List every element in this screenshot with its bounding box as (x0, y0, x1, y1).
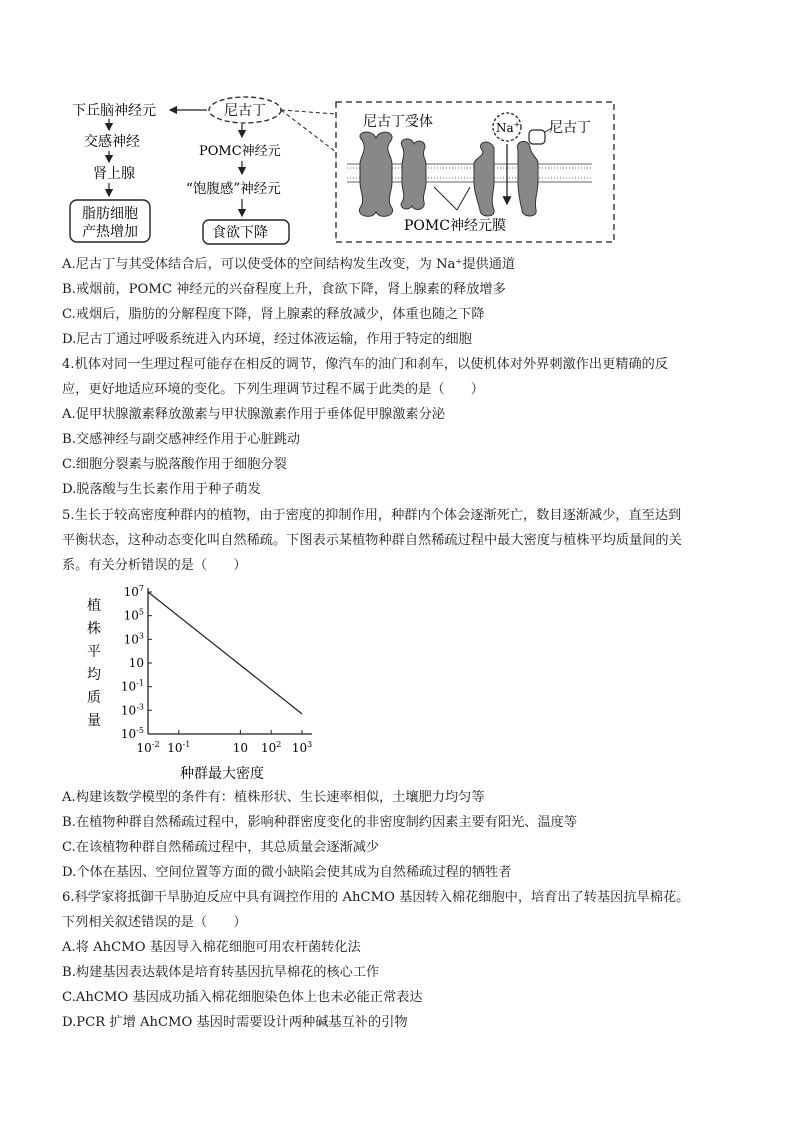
sodium-label: Na+ (496, 120, 521, 135)
nicotine-label-2: 尼古丁 (549, 120, 591, 136)
q3-option-c: C.戒烟后，脂肪的分解程度下降，肾上腺素的释放减少，体重也随之下降 (62, 307, 485, 322)
density-mass-chart (80, 582, 320, 787)
q5-option-a: A.构建该数学模型的条件有：植株形状、生长速率相似，土壤肥力均匀等 (62, 790, 485, 805)
nicotine-molecule (529, 130, 545, 144)
x-axis-title: 种群最大密度 (180, 766, 264, 782)
x-tick-label: $10^2$ (261, 740, 282, 755)
satiety-neuron-label: “饱腹感”神经元 (186, 181, 281, 197)
y-tick-label: $10^{-1}$ (120, 678, 144, 694)
q5-stem-line1: 5.生长于较高密度种群内的植物，由于密度的抑制作用，种群内个体会逐渐死亡，数目逐渐减少，直至达到 (62, 508, 682, 523)
y-tick-label: $10^5$ (123, 607, 144, 623)
pomc-membrane-label: POMC神经元膜 (404, 218, 506, 234)
appetite-decrease-label: 食欲下降 (212, 225, 268, 241)
q4-option-d: D.脱落酸与生长素作用于种子萌发 (62, 482, 261, 497)
q3-option-b: B.戒烟前，POMC 神经元的兴奋程度上升，食欲下降，肾上腺素的释放增多 (62, 282, 506, 297)
q4-option-a: A.促甲状腺激素释放激素与甲状腺激素作用于垂体促甲腺激素分泌 (62, 407, 445, 422)
q5-option-c: C.在该植物种群自然稀疏过程中，其总质量会逐渐减少 (62, 840, 380, 855)
receptor-open-left (474, 142, 494, 216)
q6-stem-line2: 下列相关叙述错误的是（ ） (62, 915, 247, 930)
q4-option-b: B.交感神经与副交感神经作用于心脏跳动 (62, 432, 301, 447)
q5-option-d: D.个体在基因、空间位置等方面的微小缺陷会使其成为自然稀疏过程的牺牲者 (62, 865, 512, 880)
q4-stem-line2: 应，更好地适应环境的变化。下列生理调节过程不属于此类的是（ ） (62, 382, 484, 397)
receptor-label: 尼古丁受体 (363, 114, 433, 130)
sympathetic-nerve-label: 交感神经 (84, 134, 140, 150)
hypothalamus-neuron-label: 下丘脑神经元 (72, 103, 156, 119)
y-axis-title: 植株平均质量 (87, 598, 101, 729)
heat-increase-label: 产热增加 (82, 224, 138, 240)
x-tick-label: 10 (232, 741, 249, 755)
q6-option-b: B.构建基因表达载体是培育转基因抗旱棉花的核心工作 (62, 965, 380, 980)
x-tick-label: $10^{-1}$ (167, 740, 191, 755)
nicotine-label: 尼古丁 (224, 103, 266, 119)
q5-stem-line3: 系。有关分析错误的是（ ） (62, 558, 247, 573)
x-tick-label: $10^{-2}$ (136, 740, 160, 755)
receptor-open-right (517, 141, 538, 216)
y-tick-label: $10^{-3}$ (120, 702, 144, 718)
adrenal-gland-label: 肾上腺 (93, 166, 135, 182)
q6-stem-line1: 6.科学家将抵御干旱胁迫反应中具有调控作用的 AhCMO 基因转入棉花细胞中，培育出了转基因抗旱棉花。 (62, 890, 690, 905)
receptor-closed (359, 132, 392, 216)
y-tick-label: $10^7$ (123, 584, 144, 599)
q4-option-c: C.细胞分裂素与脱落酸作用于细胞分裂 (62, 457, 287, 472)
q3-option-d: D.尼古丁通过呼吸系统进入内环境，经过体液运输，作用于特定的细胞 (62, 332, 472, 347)
y-tick-label: 10 (128, 656, 144, 670)
y-tick-label: $10^3$ (123, 631, 144, 647)
q5-option-b: B.在植物种群自然稀疏过程中，影响种群密度变化的非密度制约因素主要有阳光、温度等 (62, 815, 578, 830)
q5-stem-line2: 平衡状态，这种动态变化叫自然稀疏。下图表示某植物种群自然稀疏过程中最大密度与植株平均质量间的关 (62, 533, 682, 548)
q4-stem-line1: 4.机体对同一生理过程可能存在相反的调节，像汽车的油门和刹车，以使机体对外界刺激作出更精确的反 (62, 357, 669, 372)
q6-option-c: C.AhCMO 基因成功插入棉花细胞染色体上也未必能正常表达 (62, 990, 423, 1005)
q6-option-a: A.将 AhCMO 基因导入棉花细胞可用农杆菌转化法 (62, 940, 361, 955)
series-line (148, 592, 302, 714)
y-tick-label: $10^{-5}$ (120, 726, 144, 741)
q6-option-d: D.PCR 扩增 AhCMO 基因时需要设计两种碱基互补的引物 (62, 1015, 408, 1030)
fat-cell-label: 脂肪细胞 (82, 206, 138, 222)
q3-option-a: A.尼古丁与其受体结合后，可以使受体的空间结构发生改变，为 Na⁺提供通道 (62, 257, 516, 272)
x-tick-label: $10^3$ (291, 740, 313, 755)
pomc-neuron-label: POMC神经元 (199, 144, 281, 159)
nicotine-pathway-diagram (62, 92, 622, 252)
